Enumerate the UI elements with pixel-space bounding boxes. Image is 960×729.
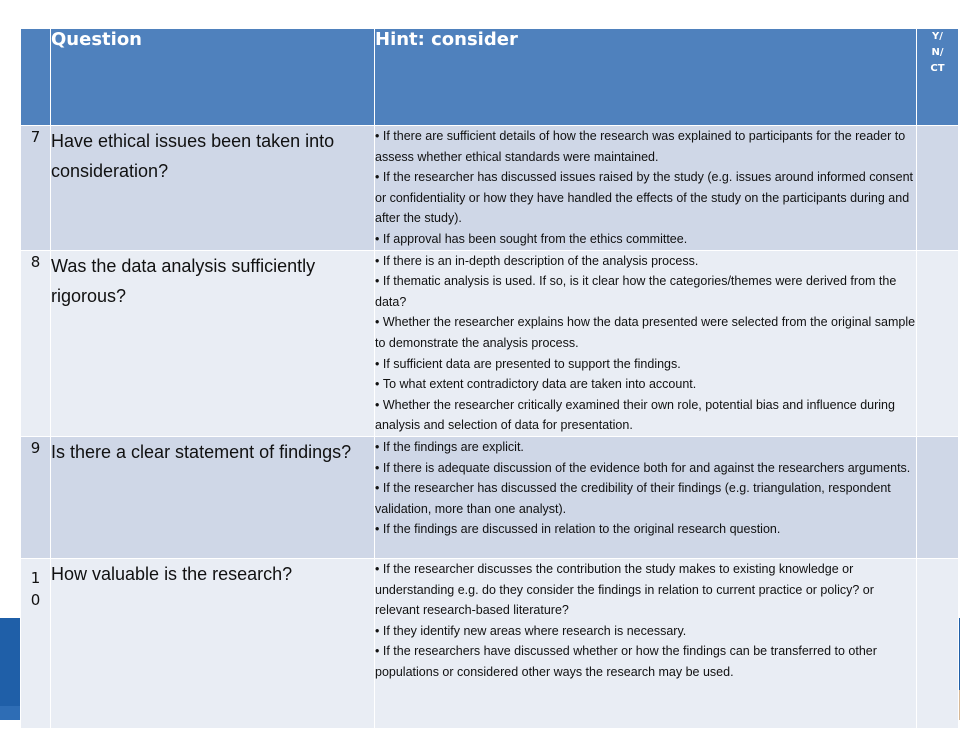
hint-item: • If the findings are discussed in relation to the original research question. [375, 519, 916, 540]
hint-item: • If there are sufficient details of how the research was explained to participants for the reader to assess whether ethical standards were maintained. [375, 126, 916, 167]
row-number: 8 [21, 250, 51, 436]
header-yes-no-cant-tell [917, 29, 959, 126]
hint-item: • If the researcher discusses the contribution the study makes to existing knowledge or understanding e.g. do they consider the findings in relation to current practice or policy? or relevant research-based literature? [375, 559, 916, 621]
row-question: Is there a clear statement of findings? [51, 436, 375, 558]
table-header-row [21, 29, 959, 126]
row-number: 10 [21, 558, 51, 728]
header-yn-line: Y/ [932, 31, 943, 42]
hint-item: • If sufficient data are presented to support the findings. [375, 354, 916, 375]
hint-item: • If there is an in-depth description of the analysis process. [375, 251, 916, 272]
row-hints [375, 250, 917, 436]
table-row [21, 250, 959, 436]
hint-item: • If the researchers have discussed whether or how the findings can be transferred to other populations or considered other ways the research may be used. [375, 641, 916, 682]
row-question: How valuable is the research? [51, 558, 375, 728]
row-answer-cell[interactable] [917, 250, 959, 436]
row-question: Have ethical issues been taken into consideration? [51, 126, 375, 251]
header-yn-line: CT [930, 63, 945, 74]
hint-item: • If they identify new areas where research is necessary. [375, 621, 916, 642]
row-answer-cell[interactable] [917, 436, 959, 558]
row-number: 7 [21, 126, 51, 251]
header-yn-line: N/ [931, 47, 944, 58]
row-question: Was the data analysis sufficiently rigorous? [51, 250, 375, 436]
row-answer-cell[interactable] [917, 126, 959, 251]
table-row [21, 436, 959, 558]
header-number-cell [21, 29, 51, 126]
hint-item: • To what extent contradictory data are taken into account. [375, 374, 916, 395]
header-question: Question [51, 29, 375, 126]
table-row [21, 558, 959, 728]
hint-item: • If the researcher has discussed issues raised by the study (e.g. issues around informed consent or confidentiality or how they have handled the effects of the study on the participants during and after the study). [375, 167, 916, 229]
hint-item: • If approval has been sought from the ethics committee. [375, 229, 916, 250]
row-hints [375, 126, 917, 251]
header-hint: Hint: consider [375, 29, 917, 126]
table-row [21, 126, 959, 251]
row-hints [375, 558, 917, 728]
hint-item: • If the researcher has discussed the credibility of their findings (e.g. triangulation, respondent validation, more than one analyst). [375, 478, 916, 519]
hint-item: • If the findings are explicit. [375, 437, 916, 458]
row-hints [375, 436, 917, 558]
row-number: 9 [21, 436, 51, 558]
hint-item: • If thematic analysis is used. If so, is it clear how the categories/themes were derived from the data? [375, 271, 916, 312]
appraisal-checklist-table [20, 28, 959, 729]
hint-item: • Whether the researcher explains how the data presented were selected from the original sample to demonstrate the analysis process. [375, 312, 916, 353]
row-answer-cell[interactable] [917, 558, 959, 728]
hint-item: • If there is adequate discussion of the evidence both for and against the researchers arguments. [375, 458, 916, 479]
hint-item: • Whether the researcher critically examined their own role, potential bias and influence during analysis and selection of data for presentation. [375, 395, 916, 436]
